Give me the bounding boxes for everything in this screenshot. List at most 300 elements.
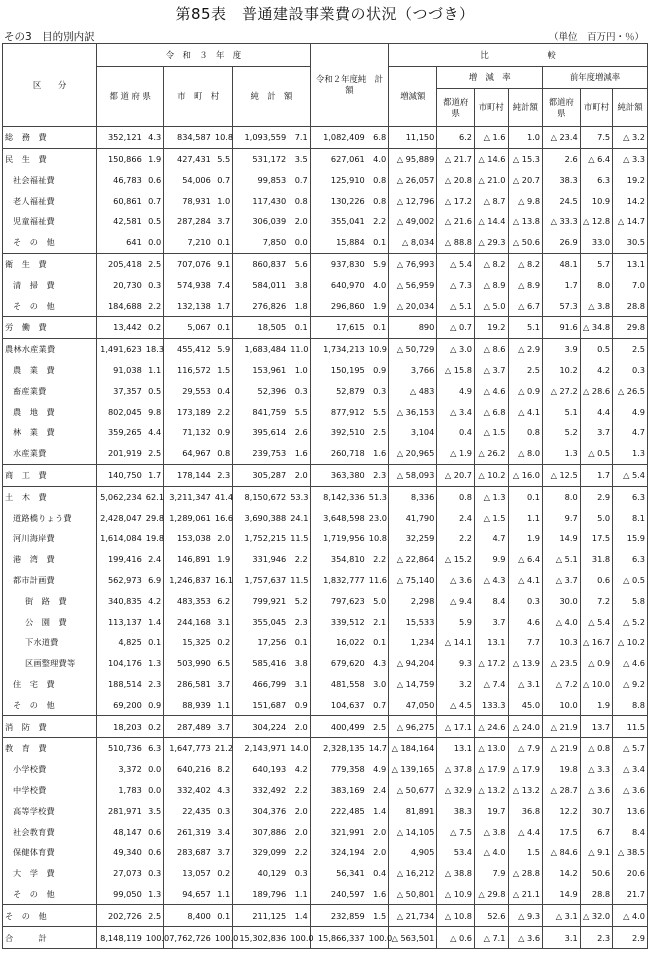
cell: 287,489 (164, 716, 213, 738)
cell: 3.0 (367, 674, 389, 695)
cell: △ 20.8 (437, 170, 475, 191)
cell: △ 3.1 (543, 905, 581, 927)
cell: 2.4 (437, 507, 475, 528)
cell: △ 21.1 (508, 884, 543, 905)
table-body (3, 127, 648, 949)
cell: 57.3 (543, 295, 581, 316)
cell: 19.8 (144, 528, 164, 549)
cell: 9.1 (213, 253, 233, 274)
cell: △ 4.4 (508, 821, 543, 842)
row-label: 区画整理費等 (3, 653, 97, 674)
cell: △ 3.0 (437, 338, 475, 359)
cell: 3.7 (213, 674, 233, 695)
cell: 5.5 (213, 148, 233, 169)
cell: 153,961 (233, 360, 288, 381)
table-row (3, 253, 648, 274)
cell: 574,938 (164, 275, 213, 296)
table-row (3, 591, 648, 612)
cell: △ 8.9 (508, 275, 543, 296)
cell: 7.4 (213, 275, 233, 296)
cell: 6.2 (213, 591, 233, 612)
cell: 6.3 (613, 549, 648, 570)
cell: △ 24.6 (475, 716, 508, 738)
table-row (3, 759, 648, 780)
cell: △ 8.6 (475, 338, 508, 359)
cell: 0.3 (288, 381, 310, 402)
row-label: そ の 他 (3, 905, 97, 927)
cell: 13.1 (437, 738, 475, 759)
cell: 48,147 (97, 821, 144, 842)
table-row (3, 716, 648, 738)
cell: △ 1.3 (475, 486, 508, 507)
cell: 4.7 (613, 422, 648, 443)
cell: 8.2 (213, 759, 233, 780)
cell: 56,341 (310, 863, 367, 884)
cell: △ 7.5 (437, 821, 475, 842)
cell: 0.7 (288, 170, 310, 191)
cell: △ 8.0 (508, 443, 543, 464)
cell: 30.0 (543, 591, 581, 612)
cell: 0.1 (144, 632, 164, 653)
table-row (3, 295, 648, 316)
cell: 834,587 (164, 127, 213, 149)
cell: 0.0 (144, 780, 164, 801)
cell: △ 10.0 (580, 674, 612, 695)
cell: 679,620 (310, 653, 367, 674)
cell: △ 15.2 (437, 549, 475, 570)
cell: △ 0.6 (437, 927, 475, 949)
cell: △ 17.2 (475, 653, 508, 674)
cell: 0.1 (367, 317, 389, 339)
cell: 562,973 (97, 570, 144, 591)
cell: 11,150 (389, 127, 437, 149)
cell: 13.6 (613, 801, 648, 822)
table-row (3, 905, 648, 927)
cell: 0.3 (144, 275, 164, 296)
cell: 0.2 (144, 716, 164, 738)
cell: 113,137 (97, 611, 144, 632)
table-row (3, 127, 648, 149)
cell: 4,825 (97, 632, 144, 653)
cell: 4.4 (580, 401, 612, 422)
cell: △ 4.5 (437, 695, 475, 716)
cell: 7.0 (613, 275, 648, 296)
cell: △ 28.8 (508, 863, 543, 884)
cell: 32,259 (389, 528, 437, 549)
cell: 1.1 (213, 884, 233, 905)
cell: △ 5.1 (437, 295, 475, 316)
cell: 10.8 (213, 127, 233, 149)
rate-net-header: 純計額 (508, 89, 543, 127)
cell: 26.9 (543, 232, 581, 253)
cell: 585,416 (233, 653, 288, 674)
cell: △ 139,165 (389, 759, 437, 780)
cell: 466,799 (233, 674, 288, 695)
cell: 0.0 (288, 232, 310, 253)
cell: 8,148,119 (97, 927, 144, 949)
cell: 8.4 (613, 821, 648, 842)
cell: 14.7 (367, 738, 389, 759)
cell: 52,396 (233, 381, 288, 402)
cell: 5.9 (437, 611, 475, 632)
cell: 11.5 (288, 528, 310, 549)
cell: 3.2 (437, 674, 475, 695)
cell: 0.1 (213, 905, 233, 927)
cell: 1.9 (213, 549, 233, 570)
cell: 38.3 (543, 170, 581, 191)
cell: 1.1 (288, 884, 310, 905)
cell: 2,143,971 (233, 738, 288, 759)
cell: 3.7 (475, 611, 508, 632)
cell: 1.6 (367, 884, 389, 905)
cell: 1.5 (213, 360, 233, 381)
cell: 0.6 (144, 821, 164, 842)
cell: 3,690,388 (233, 507, 288, 528)
cell: 24.1 (288, 507, 310, 528)
cell: △ 22,864 (389, 549, 437, 570)
cell: 2.0 (288, 211, 310, 232)
cell: 1.9 (580, 695, 612, 716)
prev-rate-header: 前年度増減率 (543, 67, 648, 89)
cell: 0.4 (367, 863, 389, 884)
cell: △ 26.2 (475, 443, 508, 464)
row-label: 商 工 費 (3, 464, 97, 486)
cell: 503,990 (164, 653, 213, 674)
table-row (3, 884, 648, 905)
row-label: 労 働 費 (3, 317, 97, 339)
cell: 29.8 (144, 507, 164, 528)
cell: 8.0 (580, 275, 612, 296)
cell: △ 10.8 (437, 905, 475, 927)
table-row (3, 801, 648, 822)
cell: 211,125 (233, 905, 288, 927)
cell: 3.7 (213, 716, 233, 738)
cell: 3.5 (288, 148, 310, 169)
cell: 4.4 (144, 422, 164, 443)
cell: 2.6 (288, 422, 310, 443)
cell: △ 50,677 (389, 780, 437, 801)
construction-expenditure-table (2, 43, 648, 949)
row-label: 清 掃 費 (3, 275, 97, 296)
cell: △ 3.3 (580, 759, 612, 780)
cell: △ 17.1 (437, 716, 475, 738)
cell: △ 49,002 (389, 211, 437, 232)
cell: △ 184,164 (389, 738, 437, 759)
cell: 27,073 (97, 863, 144, 884)
cell: △ 13.0 (475, 738, 508, 759)
cell: 3.4 (213, 821, 233, 842)
cell: 47,050 (389, 695, 437, 716)
cell: △ 20,034 (389, 295, 437, 316)
cell: △ 38.5 (613, 842, 648, 863)
cell: △ 26.5 (613, 381, 648, 402)
cell: 5.2 (543, 422, 581, 443)
cell: 1.0 (288, 360, 310, 381)
pref-header: 都 道 府 県 (97, 67, 164, 127)
cell: △ 23.5 (543, 653, 581, 674)
cell: 707,076 (164, 253, 213, 274)
cell: 53.4 (437, 842, 475, 863)
cell: △ 21.6 (437, 211, 475, 232)
cell: 21.2 (213, 738, 233, 759)
row-label: 河川海岸費 (3, 528, 97, 549)
cell: 173,189 (164, 401, 213, 422)
cell: 18.3 (144, 338, 164, 359)
cell: 4.9 (613, 401, 648, 422)
cell: △ 5.0 (475, 295, 508, 316)
cell: △ 14.6 (475, 148, 508, 169)
cell: △ 14,759 (389, 674, 437, 695)
cell: 1.9 (367, 295, 389, 316)
cell: 9.8 (144, 401, 164, 422)
cell: 5.9 (213, 338, 233, 359)
cell: 797,623 (310, 591, 367, 612)
cell: 261,319 (164, 821, 213, 842)
cell: 20,730 (97, 275, 144, 296)
cell: △ 21.9 (543, 716, 581, 738)
cell: △ 13.8 (508, 211, 543, 232)
cell: 339,512 (310, 611, 367, 632)
cell: 13,057 (164, 863, 213, 884)
cell: 18,505 (233, 317, 288, 339)
row-label: 土 木 費 (3, 486, 97, 507)
cell: 10.2 (543, 360, 581, 381)
cell: 146,891 (164, 549, 213, 570)
cell: 6.2 (437, 127, 475, 149)
table-row (3, 170, 648, 191)
cell: △ 84.6 (543, 842, 581, 863)
cell: 640,193 (233, 759, 288, 780)
row-label: 社会教育費 (3, 821, 97, 842)
cell: 0.3 (213, 801, 233, 822)
cell: 1.6 (288, 443, 310, 464)
cell: △ 3.6 (508, 927, 543, 949)
table-row (3, 190, 648, 211)
cell: △ 17.2 (437, 190, 475, 211)
cell: 0.8 (213, 443, 233, 464)
cell: 15,884 (310, 232, 367, 253)
row-label: 住 宅 費 (3, 674, 97, 695)
cell: 0.1 (213, 232, 233, 253)
cell: 2.5 (508, 360, 543, 381)
cell: 15.9 (613, 528, 648, 549)
cell: 3.1 (543, 927, 581, 949)
table-row (3, 443, 648, 464)
cell: 2.0 (288, 464, 310, 486)
cell: 88,939 (164, 695, 213, 716)
cell: △ 2.9 (508, 338, 543, 359)
cell: △ 7.4 (475, 674, 508, 695)
category-header: 区 分 (3, 44, 97, 127)
cell: 36.8 (508, 801, 543, 822)
cell: △ 8.2 (508, 253, 543, 274)
cell: △ 13.2 (475, 780, 508, 801)
cell: △ 7.9 (508, 738, 543, 759)
cell: 2.1 (367, 611, 389, 632)
cell: 383,169 (310, 780, 367, 801)
cell: 0.8 (367, 170, 389, 191)
cell: 641 (97, 232, 144, 253)
row-label: 小学校費 (3, 759, 97, 780)
cell: 355,041 (310, 211, 367, 232)
cell: 2.3 (580, 927, 612, 949)
cell: △ 9.8 (508, 190, 543, 211)
cell: 2,428,047 (97, 507, 144, 528)
table-row (3, 422, 648, 443)
cell: △ 4.1 (508, 570, 543, 591)
cell: 3.7 (213, 842, 233, 863)
cell: 3.1 (213, 611, 233, 632)
cell: 1,246,837 (164, 570, 213, 591)
cell: 232,859 (310, 905, 367, 927)
cell: 201,919 (97, 443, 144, 464)
cell: 531,172 (233, 148, 288, 169)
cell: 1.0 (213, 190, 233, 211)
cell: 304,376 (233, 801, 288, 822)
cell: 5.8 (613, 591, 648, 612)
cell: 8.4 (475, 591, 508, 612)
cell: 46,783 (97, 170, 144, 191)
cell: 0.1 (288, 632, 310, 653)
row-label: そ の 他 (3, 232, 97, 253)
cell: 779,358 (310, 759, 367, 780)
table-row (3, 486, 648, 507)
cell: 51.3 (367, 486, 389, 507)
cell: △ 7.1 (475, 927, 508, 949)
cell: △ 50,801 (389, 884, 437, 905)
cell: 0.4 (437, 422, 475, 443)
cell: △ 4.0 (475, 842, 508, 863)
cell: 7.5 (580, 127, 612, 149)
cell: 0.8 (437, 486, 475, 507)
cell: 2.3 (213, 464, 233, 486)
row-label: 児童福祉費 (3, 211, 97, 232)
cell: 5.5 (288, 401, 310, 422)
cell: 4.0 (367, 275, 389, 296)
cell: 100.0 (288, 927, 310, 949)
table-subtitle: その3 目的別内訳 (4, 31, 95, 43)
table-row (3, 401, 648, 422)
cell: 1,093,559 (233, 127, 288, 149)
cell: 13.1 (613, 253, 648, 274)
cell: 332,492 (233, 780, 288, 801)
table-row (3, 738, 648, 759)
cell: 7.9 (475, 863, 508, 884)
cell: 7,762,726 (164, 927, 213, 949)
cell: 125,910 (310, 170, 367, 191)
cell: 2,328,135 (310, 738, 367, 759)
cell: 153,038 (164, 528, 213, 549)
row-label: 消 防 費 (3, 716, 97, 738)
cell: 5.7 (580, 253, 612, 274)
cell: 1.4 (144, 611, 164, 632)
cell: 1.4 (288, 905, 310, 927)
cell: △ 29.3 (475, 232, 508, 253)
cell: △ 7.2 (543, 674, 581, 695)
cell: △ 3.6 (437, 570, 475, 591)
cell: 359,265 (97, 422, 144, 443)
cell: 0.7 (213, 170, 233, 191)
cell: △ 1.5 (475, 507, 508, 528)
cell: 2.5 (144, 253, 164, 274)
cell: 132,138 (164, 295, 213, 316)
cell: 329,099 (233, 842, 288, 863)
prev-net-header: 純計額 (613, 89, 648, 127)
cell: 354,810 (310, 549, 367, 570)
cell: △ 3.7 (475, 360, 508, 381)
cell: △ 33.3 (543, 211, 581, 232)
cell: 202,726 (97, 905, 144, 927)
cell: 1,783 (97, 780, 144, 801)
cell: 5.9 (367, 253, 389, 274)
cell: △ 21.7 (437, 148, 475, 169)
row-label: 道路橋りょう費 (3, 507, 97, 528)
cell: 150,195 (310, 360, 367, 381)
cell: 3,648,598 (310, 507, 367, 528)
cell: 340,835 (97, 591, 144, 612)
cell: 2.4 (144, 549, 164, 570)
cell: △ 8.7 (475, 190, 508, 211)
cell: △ 36,153 (389, 401, 437, 422)
row-label: 社会福祉費 (3, 170, 97, 191)
cell: △ 16,212 (389, 863, 437, 884)
cell: 2.3 (144, 674, 164, 695)
cell: 0.8 (508, 422, 543, 443)
cell: 304,224 (233, 716, 288, 738)
cell: 0.0 (144, 759, 164, 780)
cell: 1,757,637 (233, 570, 288, 591)
cell: 3,766 (389, 360, 437, 381)
cell: 395,614 (233, 422, 288, 443)
cell: 890 (389, 317, 437, 339)
cell: 281,971 (97, 801, 144, 822)
cell: 2,298 (389, 591, 437, 612)
cell: 400,499 (310, 716, 367, 738)
cell: 427,431 (164, 148, 213, 169)
rate-header: 増 減 率 (437, 67, 543, 89)
cell: 0.3 (613, 360, 648, 381)
table-row (3, 381, 648, 402)
cell: 1.4 (367, 801, 389, 822)
cell: 1.8 (288, 295, 310, 316)
cell: 1.6 (367, 443, 389, 464)
cell: 42,581 (97, 211, 144, 232)
cell: 352,121 (97, 127, 144, 149)
diff-header: 増減額 (389, 67, 437, 127)
net-header: 純 計 額 (233, 67, 310, 127)
table-row (3, 780, 648, 801)
cell: 355,045 (233, 611, 288, 632)
cell: 483,353 (164, 591, 213, 612)
cell: △ 94,204 (389, 653, 437, 674)
table-row (3, 275, 648, 296)
cell: 1.7 (144, 464, 164, 486)
cell: 5.6 (288, 253, 310, 274)
cell: △ 75,140 (389, 570, 437, 591)
table-title: 第85表 普通建設事業費の状況（つづき） (175, 5, 475, 23)
cell: △ 0.9 (580, 653, 612, 674)
row-label: 合 計 (3, 927, 97, 949)
row-label: 大 学 費 (3, 863, 97, 884)
cell: 0.4 (213, 381, 233, 402)
cell: 0.9 (144, 695, 164, 716)
rate-muni-header: 市町村 (475, 89, 508, 127)
cell: 4.2 (288, 759, 310, 780)
cell: 14.2 (543, 863, 581, 884)
cell: 4.3 (144, 127, 164, 149)
cell: 0.3 (288, 863, 310, 884)
cell: 91,038 (97, 360, 144, 381)
